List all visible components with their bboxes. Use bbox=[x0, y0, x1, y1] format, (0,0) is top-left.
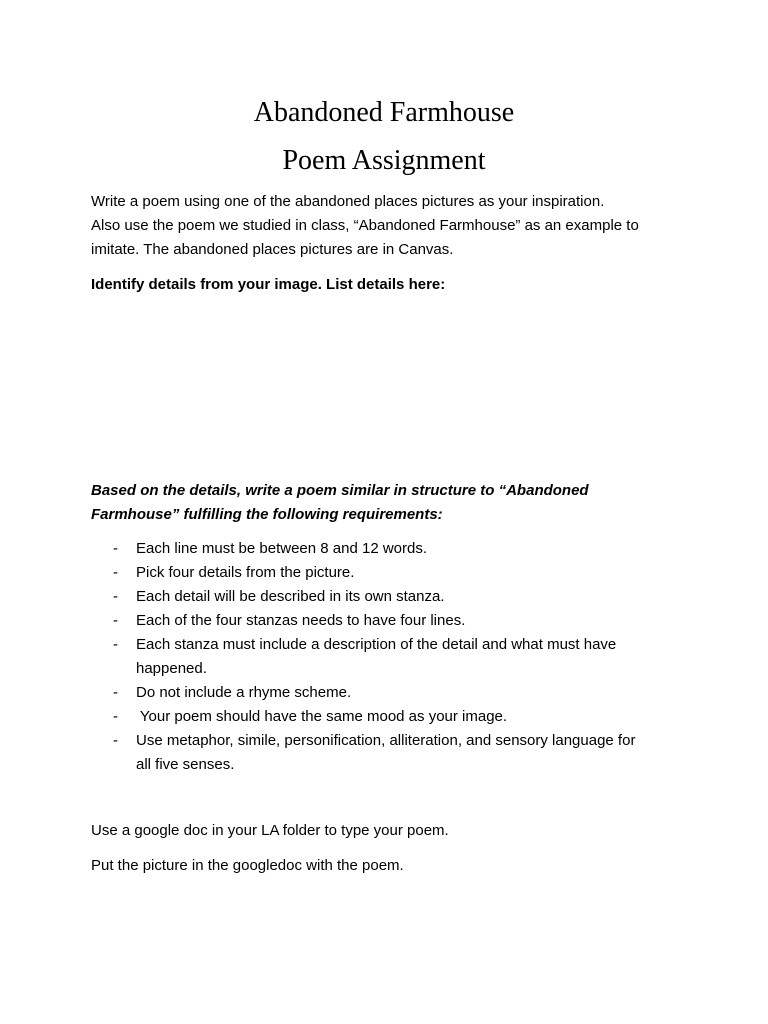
list-dash: - bbox=[113, 684, 118, 701]
requirement-text: Your poem should have the same mood as your image. bbox=[136, 708, 508, 725]
requirement-text: Do not include a rhyme scheme. bbox=[136, 684, 352, 701]
identify-details-prompt: Identify details from your image. List details here: bbox=[91, 276, 446, 293]
intro-line: Also use the poem we studied in class, “Abandoned Farmhouse” as an example to bbox=[91, 217, 639, 234]
requirements-intro-line: Farmhouse” fulfilling the following requirements: bbox=[91, 506, 443, 523]
list-dash: - bbox=[113, 636, 118, 653]
requirement-text-continued: all five senses. bbox=[136, 756, 235, 773]
requirement-item bbox=[113, 537, 635, 561]
intro-paragraph bbox=[91, 190, 639, 262]
requirement-item bbox=[113, 729, 635, 777]
intro-line: Write a poem using one of the abandoned places pictures as your inspiration. bbox=[91, 193, 605, 210]
requirements-intro-line: Based on the details, write a poem similar in structure to “Abandoned bbox=[91, 482, 589, 499]
intro-line: imitate. The abandoned places pictures are in Canvas. bbox=[91, 241, 454, 258]
picture-instruction: Put the picture in the googledoc with the poem. bbox=[91, 857, 404, 874]
requirement-item bbox=[113, 705, 635, 729]
requirement-item bbox=[113, 609, 635, 633]
requirement-text: Each detail will be described in its own stanza. bbox=[136, 588, 445, 605]
requirement-item bbox=[113, 585, 635, 609]
list-dash: - bbox=[113, 708, 118, 725]
list-dash: - bbox=[113, 612, 118, 629]
requirement-text: Each line must be between 8 and 12 words. bbox=[136, 540, 428, 557]
requirements-intro bbox=[91, 479, 589, 527]
requirement-text: Each stanza must include a description of the detail and what must have bbox=[136, 636, 617, 653]
requirement-text: Each of the four stanzas needs to have four lines. bbox=[136, 612, 466, 629]
requirement-item bbox=[113, 561, 635, 585]
requirement-item bbox=[113, 681, 635, 705]
requirement-text-continued: happened. bbox=[136, 660, 207, 677]
list-dash: - bbox=[113, 732, 118, 749]
list-dash: - bbox=[113, 588, 118, 605]
requirement-item bbox=[113, 633, 635, 681]
requirements-list bbox=[113, 537, 635, 777]
document-title: Abandoned Farmhouse bbox=[253, 97, 515, 128]
google-doc-instruction: Use a google doc in your LA folder to type your poem. bbox=[91, 822, 449, 839]
list-dash: - bbox=[113, 540, 118, 557]
requirement-text: Use metaphor, simile, personification, alliteration, and sensory language for bbox=[136, 732, 636, 749]
list-dash: - bbox=[113, 564, 118, 581]
requirement-text: Pick four details from the picture. bbox=[136, 564, 355, 581]
document-subtitle: Poem Assignment bbox=[282, 145, 486, 176]
